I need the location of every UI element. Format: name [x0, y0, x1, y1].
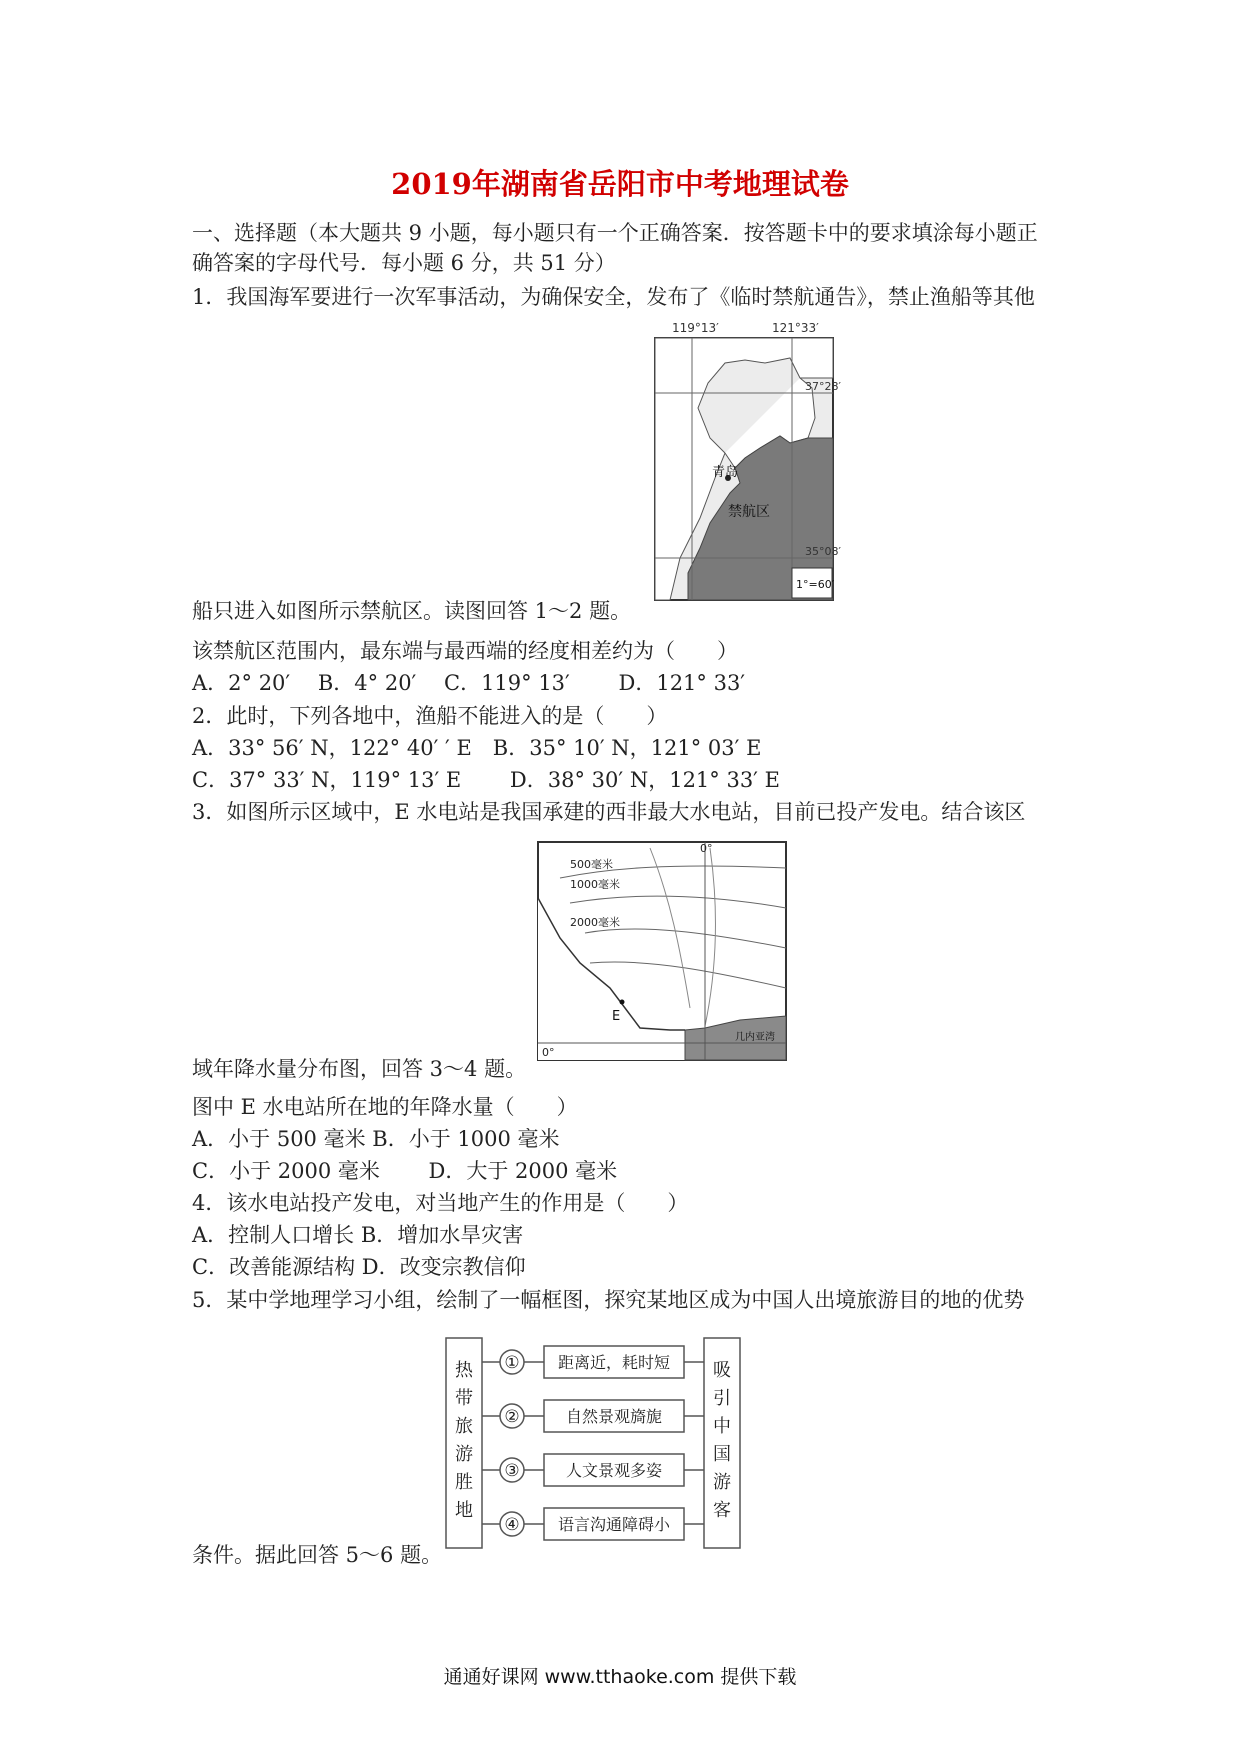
svg-text:游: 游: [455, 1444, 473, 1465]
svg-text:客: 客: [713, 1500, 731, 1521]
q2-stem: 2．此时，下列各地中，渔船不能进入的是（ ）: [192, 704, 668, 728]
row-4-text: 语言沟通障碍小: [557, 1515, 671, 1534]
svg-text:吸: 吸: [713, 1360, 731, 1381]
lon-label-west: 119°13′: [672, 321, 719, 335]
svg-text:中: 中: [713, 1416, 731, 1437]
station-label: E: [612, 1009, 621, 1024]
q4-options-ab: A．控制人口增长 B．增加水旱灾害: [192, 1223, 524, 1247]
row-1-number: ①: [504, 1353, 520, 1373]
footer-source: 通通好课网 www.tthaoke.com 提供下载: [443, 1666, 797, 1688]
q3-options-ab: A．小于 500 毫米 B．小于 1000 毫米: [192, 1127, 560, 1151]
gulf-label: 几内亚湾: [735, 1032, 775, 1043]
svg-text:国: 国: [713, 1444, 731, 1465]
svg-text:引: 引: [713, 1388, 731, 1409]
svg-text:热: 热: [455, 1360, 473, 1381]
rainfall-map: [530, 838, 792, 1068]
q2-options-ab: A．33° 56′ N，122° 40′ ′ E B．35° 10′ N，121° 03′ E: [192, 736, 762, 760]
q1-options: A．2° 20′ B．4° 20′ C．119° 13′ D．121° 33′: [192, 671, 746, 695]
forbidden-zone-map: [640, 318, 854, 608]
row-2-number: ②: [504, 1407, 520, 1427]
diagram-row-2: [482, 1400, 704, 1432]
meridian-label: 0°: [700, 842, 713, 855]
city-label: 青岛: [712, 465, 739, 480]
svg-text:游: 游: [713, 1472, 731, 1493]
row-3-number: ③: [504, 1461, 520, 1481]
svg-text:旅: 旅: [455, 1416, 473, 1437]
q3-subquestion: 图中 E 水电站所在地的年降水量（ ）: [192, 1095, 578, 1119]
lat-label-south: 35°08′: [805, 545, 841, 558]
q4-stem: 4．该水电站投产发电，对当地产生的作用是（ ）: [192, 1191, 689, 1215]
isohyet-500-label: 500毫米: [570, 858, 613, 871]
row-3-text: 人文景观多姿: [565, 1461, 663, 1480]
lon-label-east: 121°33′: [772, 321, 819, 335]
row-1-text: 距离近，耗时短: [557, 1353, 671, 1372]
q3-stem-line1: 3．如图所示区域中，E 水电站是我国承建的西非最大水电站，目前已投产发电。结合该区: [192, 800, 1026, 824]
q3-options-cd: C．小于 2000 毫米 D．大于 2000 毫米: [192, 1159, 618, 1183]
q4-options-cd: C．改善能源结构 D．改变宗教信仰: [192, 1255, 526, 1279]
scale-label: 1°=60′: [796, 578, 835, 591]
q2-options-cd: C．37° 33′ N，119° 13′ E D．38° 30′ N，121° 33′ E: [192, 768, 780, 792]
station-marker-icon: [620, 1000, 625, 1005]
isohyet-2000-label: 2000毫米: [570, 916, 620, 929]
q5-stem-line1: 5．某中学地理学习小组，绘制了一幅框图，探究某地区成为中国人出境旅游目的地的优势: [192, 1288, 1025, 1312]
q3-stem-line2: 域年降水量分布图，回答 3～4 题。: [192, 1057, 527, 1081]
row-4-number: ④: [504, 1515, 520, 1535]
zone-label: 禁航区: [728, 504, 770, 520]
page-title: 2019年湖南省岳阳市中考地理试卷: [391, 167, 849, 201]
lat-label-north: 37°28′: [805, 380, 841, 393]
svg-text:胜: 胜: [455, 1472, 473, 1493]
section-heading-line2: 确答案的字母代号．每小题 6 分，共 51 分）: [192, 251, 616, 275]
equator-label: 0°: [542, 1046, 555, 1059]
svg-text:地: 地: [455, 1500, 473, 1521]
q5-stem-line2: 条件。据此回答 5～6 题。: [192, 1543, 443, 1567]
diagram-row-4: [482, 1508, 704, 1540]
q1-stem-line2: 船只进入如图所示禁航区。读图回答 1～2 题。: [192, 599, 632, 623]
section-heading-line1: 一、选择题（本大题共 9 小题，每小题只有一个正确答案．按答题卡中的要求填涂每小题正: [192, 221, 1038, 245]
row-2-text: 自然景观旖旎: [565, 1407, 663, 1426]
diagram-row-1: [482, 1346, 704, 1378]
q1-stem-line1: 1．我国海军要进行一次军事活动，为确保安全，发布了《临时禁航通告》，禁止渔船等其他: [192, 285, 1035, 309]
q1-subquestion: 该禁航区范围内，最东端与最西端的经度相差约为（ ）: [192, 639, 738, 663]
diagram-row-3: [482, 1454, 704, 1486]
isohyet-1000-label: 1000毫米: [570, 878, 620, 891]
svg-text:带: 带: [455, 1388, 473, 1409]
advantage-diagram: [440, 1332, 750, 1556]
